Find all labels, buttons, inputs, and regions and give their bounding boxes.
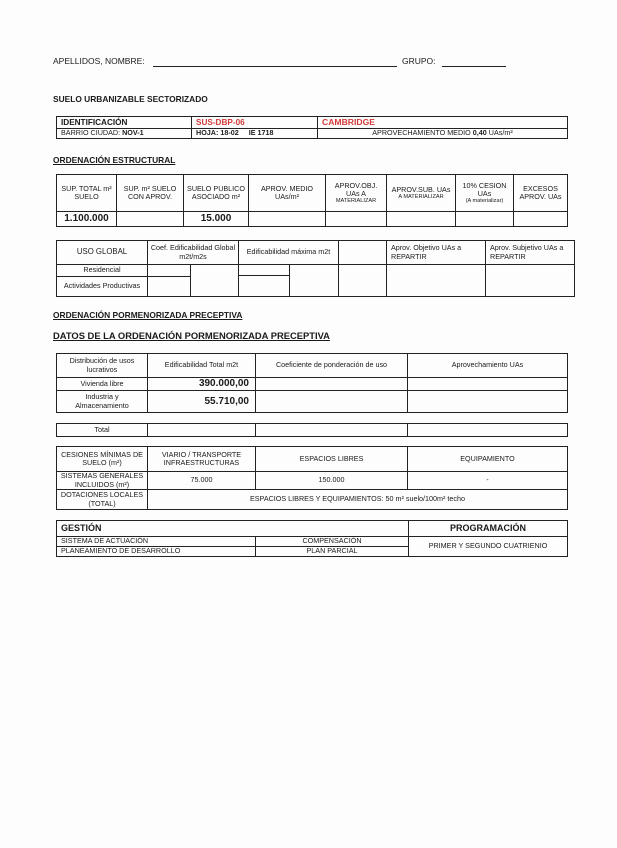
aprov-medio-value-cell: [248, 211, 326, 227]
hdr-coef: Coef. Edificabilidad Global m2t/m2s: [147, 240, 239, 265]
id-label: IDENTIFICACIÓN: [56, 116, 192, 129]
hdr-viario: VIARIO / TRANSPORTE INFRAESTRUCTURAS: [147, 446, 256, 472]
hoja-cell: [191, 128, 318, 139]
industria-coef: [255, 390, 408, 413]
hdr-suelo-publico: SUELO PUBLICO ASOCIADO m²: [183, 174, 249, 212]
gestion-row2-label: PLANEAMIENTO DE DESARROLLO: [56, 546, 256, 557]
sg-equip: -: [407, 471, 568, 490]
row-industria: Industria y Almacenamiento: [56, 390, 148, 413]
programacion-title: PROGRAMACIÓN: [408, 520, 568, 537]
programacion-value: PRIMER Y SEGUNDO CUATRIENIO: [408, 536, 568, 557]
id-code: SUS-DBP-06: [191, 116, 318, 129]
dot-text: ESPACIOS LIBRES Y EQUIPAMIENTOS: 50 m² suelo/100m² techo: [147, 489, 568, 510]
hdr-cesion: [455, 174, 514, 212]
edif-b: [289, 264, 339, 297]
group-line[interactable]: [442, 66, 506, 67]
barrio-value: NOV-1: [122, 128, 144, 138]
sg-label: SISTEMAS GENERALES INCLUIDOS (m²): [56, 471, 148, 490]
ie: IE 1718: [248, 128, 274, 138]
name-line[interactable]: [153, 66, 397, 67]
hdr-aprov-objetivo: Aprov. Objetivo UAs a REPARTIR: [386, 240, 486, 265]
hdr-cesion-sub: (A materializar): [465, 198, 504, 205]
hdr-uso-global: USO GLOBAL: [56, 240, 148, 265]
name-label: APELLIDOS, NOMBRE:: [53, 56, 145, 66]
hdr-aprov-sub-text: APROV.SUB. UAs: [391, 184, 451, 194]
aprov-medio-text: APROVECHAMIENTO MEDIO: [372, 128, 471, 138]
estructural-title: ORDENACIÓN ESTRUCTURAL: [53, 155, 176, 165]
gestion-title: GESTIÓN: [56, 520, 409, 537]
row-total: Total: [56, 423, 148, 437]
blank-col: [338, 264, 387, 297]
aprov-medio-unit: UAs/m²: [488, 128, 513, 138]
edif-act-a: [238, 275, 290, 297]
sup-total-value: 1.100.000: [56, 211, 117, 227]
hdr-coef-pond: Coeficiente de ponderación de uso: [255, 353, 408, 378]
uso-residencial: Residencial: [56, 264, 148, 277]
coef-split: [190, 264, 239, 297]
total-edif: [147, 423, 256, 437]
hdr-blank: [338, 240, 387, 265]
aprov-sub-cell: [485, 264, 575, 297]
total-aprov: [407, 423, 568, 437]
group-label: GRUPO:: [402, 56, 436, 66]
suelo-publico-value: 15.000: [183, 211, 249, 227]
hdr-aprov-obj: [325, 174, 387, 212]
vivienda-coef: [255, 377, 408, 391]
gestion-row2-value: PLAN PARCIAL: [255, 546, 409, 557]
sg-viario: 75.000: [147, 471, 256, 490]
aprov-obj-value: [325, 211, 387, 227]
hdr-edif-total: Edificabilidad Total m2t: [147, 353, 256, 378]
datos-title: DATOS DE LA ORDENACIÓN PORMENORIZADA PRECEPTIVA: [53, 330, 330, 341]
hdr-sup-total: SUP. TOTAL m² SUELO: [56, 174, 117, 212]
hdr-edif-max: Edificabilidad máxima m2t: [238, 240, 339, 265]
industria-edif: 55.710,00: [147, 390, 256, 413]
hdr-excesos: EXCESOS APROV. UAs: [513, 174, 568, 212]
hdr-aprov-subjetivo: Aprov. Subjetivo UAs a REPARTIR: [485, 240, 575, 265]
hdr-aprov-obj-sub: MATERIALIZAR: [335, 198, 377, 205]
hdr-cesiones: CESIONES MÍNIMAS DE SUELO (m²): [56, 446, 148, 472]
aprov-obj-cell: [386, 264, 486, 297]
aprov-sub-value: [386, 211, 456, 227]
page-title: SUELO URBANIZABLE SECTORIZADO: [53, 94, 208, 104]
aprov-medio-value: 0,40: [472, 128, 487, 138]
hdr-sup-aprov: SUP. m² SUELO CON APROV.: [116, 174, 184, 212]
total-coef: [255, 423, 408, 437]
hdr-aprov-sub-sub: A MATERIALIZAR: [398, 193, 444, 200]
id-name: CAMBRIDGE: [317, 116, 568, 129]
pormenorizada-title: ORDENACIÓN PORMENORIZADA PRECEPTIVA: [53, 310, 243, 320]
gestion-row1-label: SISTEMA DE ACTUACIÓN: [56, 536, 256, 547]
hdr-cesion-text: 10% CESION UAs: [462, 180, 507, 198]
sg-libres: 150.000: [255, 471, 408, 490]
uso-actividades: Actividades Productivas: [56, 276, 148, 297]
hdr-aprov-obj-text: APROV.OBJ. UAs A: [334, 180, 378, 198]
sup-aprov-value: [116, 211, 184, 227]
hdr-aprov-uas: Aprovechamiento UAs: [407, 353, 568, 378]
gestion-row1-value: COMPENSACIÓN: [255, 536, 409, 547]
excesos-value: [513, 211, 568, 227]
barrio-label: BARRIO CIUDAD:: [61, 128, 121, 138]
dot-label: DOTACIONES LOCALES (TOTAL): [56, 489, 148, 510]
vivienda-edif: 390.000,00: [147, 377, 256, 391]
hdr-aprov-sub: [386, 174, 456, 212]
vivienda-aprov: [407, 377, 568, 391]
hdr-aprov-medio: APROV. MEDIO UAs/m²: [248, 174, 326, 212]
hdr-distribucion: Distribución de usos lucrativos: [56, 353, 148, 378]
barrio-cell: [56, 128, 192, 139]
industria-aprov: [407, 390, 568, 413]
coef-act: [147, 276, 191, 297]
hdr-equipamiento: EQUIPAMIENTO: [407, 446, 568, 472]
cesion-value: [455, 211, 514, 227]
row-vivienda: Vivienda libre: [56, 377, 148, 391]
hoja: HOJA: 18-02: [196, 128, 239, 138]
aprov-medio-cell: [317, 128, 568, 139]
hdr-espacios-libres: ESPACIOS LIBRES: [255, 446, 408, 472]
